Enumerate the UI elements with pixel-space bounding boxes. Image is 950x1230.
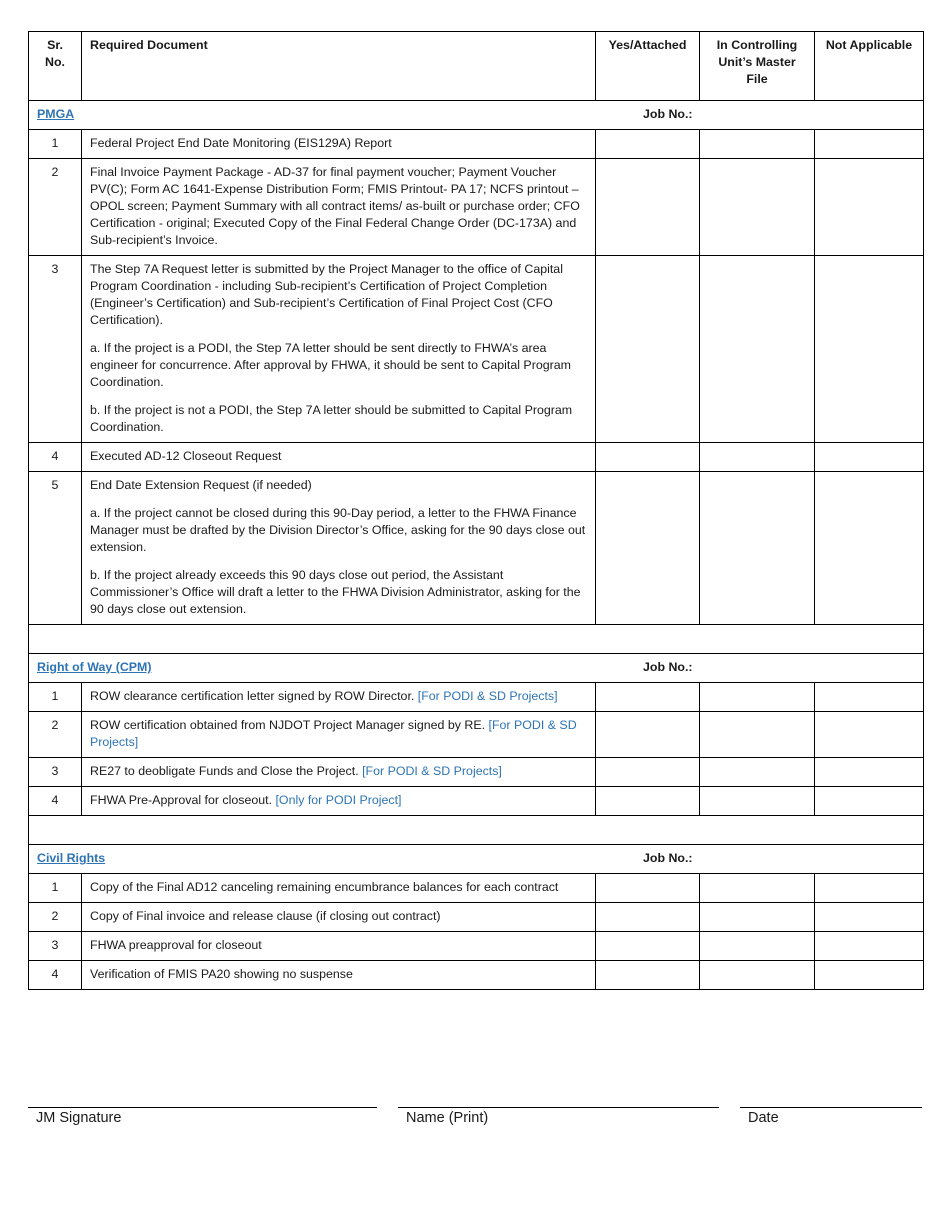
section-header-row: [29, 654, 924, 683]
table-row: [29, 712, 924, 758]
sr-number-cell: 4: [29, 787, 82, 816]
sr-number-cell: 5: [29, 472, 82, 625]
not-applicable-cell[interactable]: [815, 256, 924, 443]
required-document-cell: [82, 443, 596, 472]
yes-attached-cell[interactable]: [596, 932, 700, 961]
master-file-cell[interactable]: [700, 683, 815, 712]
master-file-cell[interactable]: [700, 787, 815, 816]
required-document-cell: [82, 758, 596, 787]
yes-attached-cell[interactable]: [596, 787, 700, 816]
document-paragraph: End Date Extension Request (if needed): [90, 478, 312, 492]
project-scope-note: [Only for PODI Project]: [275, 793, 402, 807]
sr-number-cell: 2: [29, 903, 82, 932]
section-title-link[interactable]: PMGA: [37, 107, 75, 121]
yes-attached-cell[interactable]: [596, 683, 700, 712]
sr-number-cell: 4: [29, 443, 82, 472]
jm-signature-line: [28, 1107, 377, 1108]
table-row: [29, 130, 924, 159]
master-file-cell[interactable]: [700, 874, 815, 903]
section-spacer-row: [29, 625, 924, 654]
yes-attached-cell[interactable]: [596, 903, 700, 932]
table-row: [29, 758, 924, 787]
master-file-cell[interactable]: [700, 903, 815, 932]
yes-attached-cell[interactable]: [596, 159, 700, 256]
table-row: [29, 903, 924, 932]
job-no-label: Job No.:: [643, 660, 693, 674]
master-file-cell[interactable]: [700, 256, 815, 443]
required-document-cell: [82, 683, 596, 712]
section-header-cell: [29, 845, 924, 874]
sr-number-cell: 4: [29, 961, 82, 990]
required-document-cell: [82, 472, 596, 625]
not-applicable-cell[interactable]: [815, 787, 924, 816]
project-scope-note: [For PODI & SD Projects]: [90, 718, 577, 749]
not-applicable-cell[interactable]: [815, 961, 924, 990]
closeout-checklist-table: [28, 31, 924, 990]
master-file-cell[interactable]: [700, 443, 815, 472]
spacer-cell: [29, 816, 924, 845]
master-file-cell[interactable]: [700, 130, 815, 159]
not-applicable-cell[interactable]: [815, 130, 924, 159]
required-document-cell: [82, 874, 596, 903]
jm-signature-label: JM Signature: [36, 1110, 122, 1126]
not-applicable-cell[interactable]: [815, 683, 924, 712]
document-paragraph: Federal Project End Date Monitoring (EIS129A) Report: [90, 136, 392, 150]
master-file-cell[interactable]: [700, 758, 815, 787]
section-title-link[interactable]: Right of Way (CPM): [37, 660, 152, 674]
required-document-cell: [82, 159, 596, 256]
master-file-cell[interactable]: [700, 472, 815, 625]
required-document-cell: [82, 903, 596, 932]
not-applicable-cell[interactable]: [815, 443, 924, 472]
job-no-label: Job No.:: [643, 851, 693, 865]
project-scope-note: [For PODI & SD Projects]: [362, 764, 502, 778]
master-file-cell[interactable]: [700, 961, 815, 990]
not-applicable-cell[interactable]: [815, 712, 924, 758]
document-paragraph: b. If the project is not a PODI, the Step 7A letter should be submitted to Capital Program Coordination.: [90, 403, 573, 434]
date-label: Date: [748, 1110, 779, 1126]
sr-number-cell: 1: [29, 130, 82, 159]
table-row: [29, 787, 924, 816]
document-paragraph: Executed AD-12 Closeout Request: [90, 449, 282, 463]
master-file-cell[interactable]: [700, 712, 815, 758]
sr-number-cell: 2: [29, 712, 82, 758]
sr-number-cell: 2: [29, 159, 82, 256]
sr-number-cell: 3: [29, 256, 82, 443]
required-document-cell: [82, 932, 596, 961]
table-row: [29, 256, 924, 443]
document-paragraph: a. If the project cannot be closed during this 90-Day period, a letter to the FHWA Finance Manager must be drafted by the Division Director’s Office, asking for the 90 days close out extension.: [90, 506, 586, 554]
document-paragraph: The Step 7A Request letter is submitted by the Project Manager to the office of Capital Program Coordination - including Sub-recipient’s Certification of Project Completion (Engineer’s Certification) and Sub-recipient’s Certification of Final Project Cost (CFO Certification).: [90, 262, 563, 327]
header-sr-no: Sr. No.: [29, 32, 82, 101]
required-document-cell: [82, 787, 596, 816]
required-document-cell: [82, 256, 596, 443]
required-document-cell: [82, 130, 596, 159]
header-yes-attached: Yes/Attached: [596, 32, 700, 101]
document-text: FHWA preapproval for closeout: [90, 938, 262, 952]
document-text: ROW clearance certification letter signed by ROW Director.: [90, 689, 415, 703]
document-text: Copy of Final invoice and release clause (if closing out contract): [90, 909, 441, 923]
table-row: [29, 683, 924, 712]
not-applicable-cell[interactable]: [815, 758, 924, 787]
not-applicable-cell[interactable]: [815, 932, 924, 961]
section-header-row: [29, 101, 924, 130]
document-text: Verification of FMIS PA20 showing no suspense: [90, 967, 353, 981]
yes-attached-cell[interactable]: [596, 961, 700, 990]
section-header-cell: [29, 101, 924, 130]
table-row: [29, 932, 924, 961]
not-applicable-cell[interactable]: [815, 159, 924, 256]
yes-attached-cell[interactable]: [596, 472, 700, 625]
section-title-link[interactable]: Civil Rights: [37, 851, 106, 865]
table-row: [29, 961, 924, 990]
header-not-applicable: Not Applicable: [815, 32, 924, 101]
yes-attached-cell[interactable]: [596, 443, 700, 472]
job-no-label: Job No.:: [643, 107, 693, 121]
sr-number-cell: 1: [29, 683, 82, 712]
document-text: Copy of the Final AD12 canceling remaining encumbrance balances for each contract: [90, 880, 559, 894]
required-document-cell: [82, 712, 596, 758]
master-file-cell[interactable]: [700, 932, 815, 961]
document-text: FHWA Pre-Approval for closeout.: [90, 793, 273, 807]
document-paragraph: a. If the project is a PODI, the Step 7A letter should be sent directly to FHWA’s area engineer for concurrence. After approval by FHWA, it should be sent to Capital Program Coordination.: [90, 341, 571, 389]
sr-number-cell: 1: [29, 874, 82, 903]
project-scope-note: [For PODI & SD Projects]: [417, 689, 558, 703]
yes-attached-cell[interactable]: [596, 874, 700, 903]
yes-attached-cell[interactable]: [596, 758, 700, 787]
yes-attached-cell[interactable]: [596, 712, 700, 758]
document-text: ROW certification obtained from NJDOT Project Manager signed by RE.: [90, 718, 486, 732]
document-paragraph: Final Invoice Payment Package - AD-37 for final payment voucher; Payment Voucher PV(C); Form AC 1641-Expense Distribution Form; FMIS Printout- PA 17; NCFS printout – OPOL screen; Payment Summary with all contract items/ as-built or purchase order; CFO Certification - original; Executed Copy of the Final Federal Change Order (DC-173A) and Sub-recipient’s Invoice.: [90, 165, 580, 247]
section-header-cell: [29, 654, 924, 683]
sr-number-cell: 3: [29, 932, 82, 961]
table-row: [29, 443, 924, 472]
sr-number-cell: 3: [29, 758, 82, 787]
header-master-file: In Controlling Unit’s Master File: [700, 32, 815, 101]
spacer-cell: [29, 625, 924, 654]
document-text: RE27 to deobligate Funds and Close the Project.: [90, 764, 359, 778]
date-line: [740, 1107, 922, 1108]
yes-attached-cell[interactable]: [596, 256, 700, 443]
section-header-row: [29, 845, 924, 874]
table-row: [29, 159, 924, 256]
table-row: [29, 472, 924, 625]
not-applicable-cell[interactable]: [815, 874, 924, 903]
master-file-cell[interactable]: [700, 159, 815, 256]
header-required-document: Required Document: [82, 32, 596, 101]
required-document-cell: [82, 961, 596, 990]
document-paragraph: b. If the project already exceeds this 90 days close out period, the Assistant Commissioner’s Office will draft a letter to the FHWA Division Administrator, asking for the 90 days close out extension.: [90, 568, 581, 616]
table-row: [29, 874, 924, 903]
section-spacer-row: [29, 816, 924, 845]
not-applicable-cell[interactable]: [815, 472, 924, 625]
name-print-line: [398, 1107, 719, 1108]
yes-attached-cell[interactable]: [596, 130, 700, 159]
name-print-label: Name (Print): [406, 1110, 489, 1126]
not-applicable-cell[interactable]: [815, 903, 924, 932]
header-row: [29, 32, 924, 101]
